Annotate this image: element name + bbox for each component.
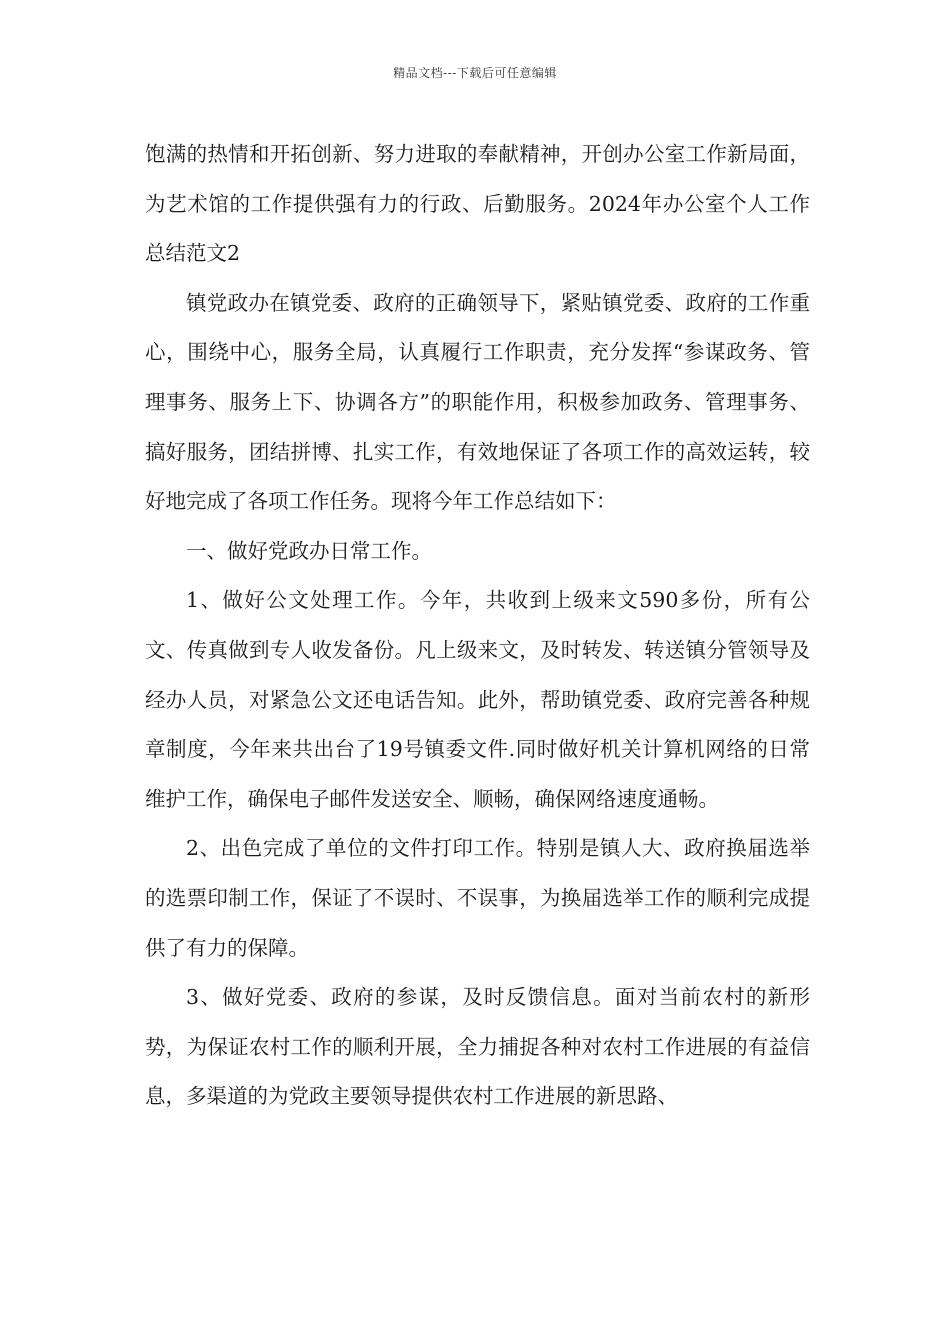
document-body	[145, 130, 810, 1122]
paragraph-1: 饱满的热情和开拓创新、努力进取的奉献精神，开创办公室工作新局面，为艺术馆的工作提供强有力的行政、后勤服务。2024年办公室个人工作总结范文2	[145, 142, 810, 266]
paragraph-2: 镇党政办在镇党委、政府的正确领导下，紧贴镇党委、政府的工作重心，围绕中心，服务全局，认真履行工作职责，充分发挥“参谋政务、管理事务、服务上下、协调各方”的职能作用，积极参加政务、管理事务、搞好服务，团结拼博、扎实工作，有效地保证了各项工作的高效运转，较好地完成了各项工作任务。现将今年工作总结如下：	[145, 290, 810, 514]
page-header: 精品文档---下载后可任意编辑	[393, 66, 557, 80]
section-heading-1: 一、做好党政办日常工作。	[186, 538, 432, 563]
paragraph-item-1: 1、做好公文处理工作。今年，共收到上级来文590多份，所有公文、传真做到专人收发备份。凡上级来文，及时转发、转送镇分管领导及经办人员，对紧急公文还电话告知。此外，帮助镇党委、政府完善各种规章制度，今年来共出台了19号镇委文件.同时做好机关计算机网络的日常维护工作，确保电子邮件发送安全、顺畅，确保网络速度通畅。	[145, 588, 810, 811]
paragraph-item-3: 3、做好党委、政府的参谋，及时反馈信息。面对当前农村的新形势，为保证农村工作的顺利开展，全力捕捉各种对农村工作进展的有益信息，多渠道的为党政主要领导提供农村工作进展的新思路、	[145, 985, 810, 1109]
paragraph-item-2: 2、出色完成了单位的文件打印工作。特别是镇人大、政府换届选举的选票印制工作，保证了不误时、不误事，为换届选举工作的顺利完成提供了有力的保障。	[145, 836, 810, 960]
